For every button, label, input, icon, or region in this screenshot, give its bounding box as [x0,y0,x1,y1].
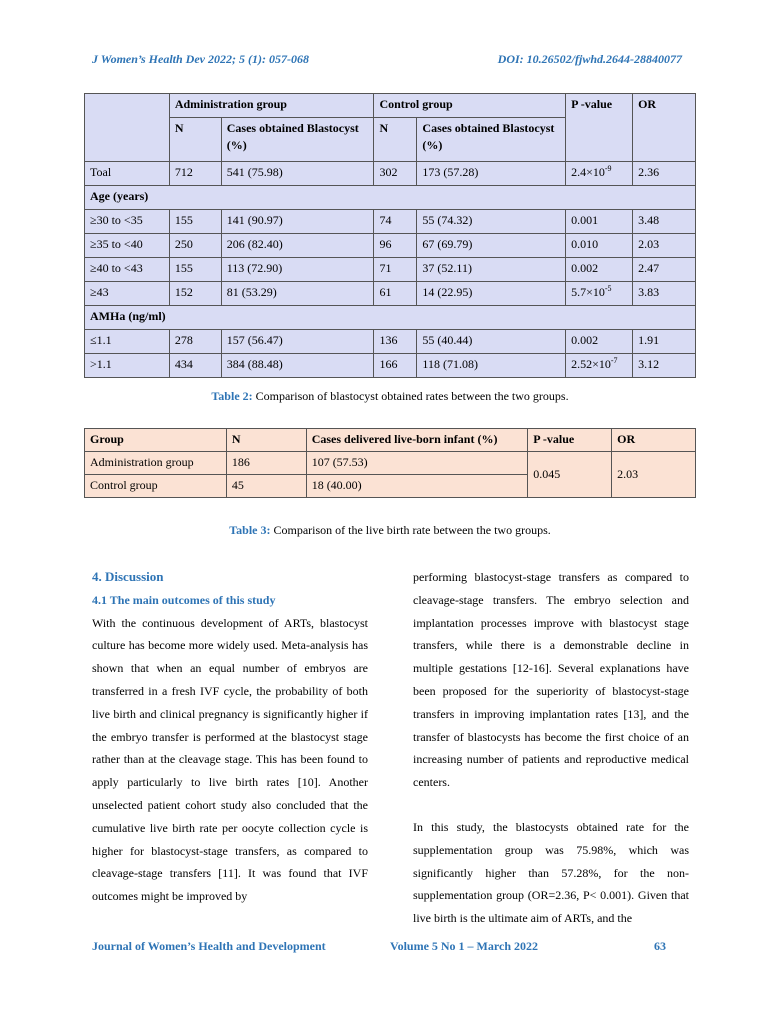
running-header-citation: J Women’s Health Dev 2022; 5 (1): 057-068 [92,52,309,66]
subsection-title: 4.1 The main outcomes of this study [92,592,276,607]
body-paragraph: With the continuous development of ARTs, blastocyst culture has become more widely used. Meta-analysis has shown that when an equal number of embryos are transferred in a fresh IVF cycle, the probability of both live birth and clinical pregnancy is significantly higher if the embryo transfer is performed at the blastocyst stage rather than at the cleavage stage. This has been found to apply particularly to live birth rates [10]. Another unselected patient cohort study also concluded that the cumulative live birth rate per oocyte collection cycle is higher for blastocyst-stage transfers, as compared to cleavage-stage transfers [11]. It was found that IVF outcomes might be improved by [92,615,368,904]
header-cases: Cases obtained Blastocyst (%) [417,118,566,162]
section-title: 4. Discussion [92,569,164,584]
footer-volume: Volume 5 No 1 – March 2022 [390,939,538,953]
table-row: Administration group 186 107 (57.53) 0.045 2.03 [85,452,696,475]
header-n: N [169,118,221,162]
table-row: Control group 45 18 (40.00) [85,475,696,498]
table-header-row: Group N Cases delivered live-born infant (%) P -value OR [85,429,696,452]
table-row: ≥35 to <40 250 206 (82.40) 96 67 (69.79) 0.010 2.03 [85,234,696,258]
table-row: ≥40 to <43 155 113 (72.90) 71 37 (52.11) 0.002 2.47 [85,258,696,282]
table-3 [84,428,696,498]
body-paragraph: In this study, the blastocysts obtained rate for the supplementation group was 75.98%, which was significantly higher than 57.28%, for the non-supplementation group (OR=2.36, P< 0.001). Given that live birth is the ultimate aim of ARTs, and the [413,819,689,926]
header-n: N [374,118,417,162]
header-administration-group: Administration group [169,94,374,118]
table-2 [84,93,696,378]
table-row: ≥30 to <35 155 141 (90.97) 74 55 (74.32) 0.001 3.48 [85,210,696,234]
footer-journal: Journal of Women’s Health and Development [92,939,326,953]
header-or: OR [633,94,696,162]
section-row-age: Age (years) [85,186,696,210]
footer-page-number: 63 [654,939,666,953]
table-header-row [85,94,696,118]
header-cases: Cases obtained Blastocyst (%) [221,118,374,162]
table-row: ≥43 152 81 (53.29) 61 14 (22.95) $5.7\times 10^{-5}$ 3.83 [85,282,696,306]
header-control-group: Control group [374,94,566,118]
empty-corner-cell [85,94,170,162]
header-p-value: P -value [566,94,633,162]
table-row: >1.1 434 384 (88.48) 166 118 (71.08) $2.52\times 10^{-7}$ 3.12 [85,354,696,378]
table-row: ≤1.1 278 157 (56.47) 136 55 (40.44) 0.002 1.91 [85,330,696,354]
table-row: Toal 712 541 (75.98) 302 173 (57.28) $2.4\times 10^{-9}$ 2.36 [85,162,696,186]
right-column [413,566,689,930]
left-column [92,566,368,908]
running-header-doi: DOI: 10.26502/fjwhd.2644-28840077 [497,52,682,66]
section-row-amh: AMHa (ng/ml) [85,306,696,330]
table-2-caption: Table 2: Comparison of blastocyst obtained rates between the two groups. [211,389,569,403]
body-paragraph: performing blastocyst-stage transfers as compared to cleavage-stage transfers. The embryo selection and implantation processes improve with blastocyst stage transfers, while there is a demonstrable decline in multiple gestations [12-16]. Several explanations have been proposed for the superiority of blastocyst-stage transfers in improving implantation rates [13], and the transfer of blastocysts has become the first choice of an increasing number of patients and reproductive medical centers. [413,570,689,790]
table-3-caption: Table 3: Comparison of the live birth rate between the two groups. [229,523,551,537]
